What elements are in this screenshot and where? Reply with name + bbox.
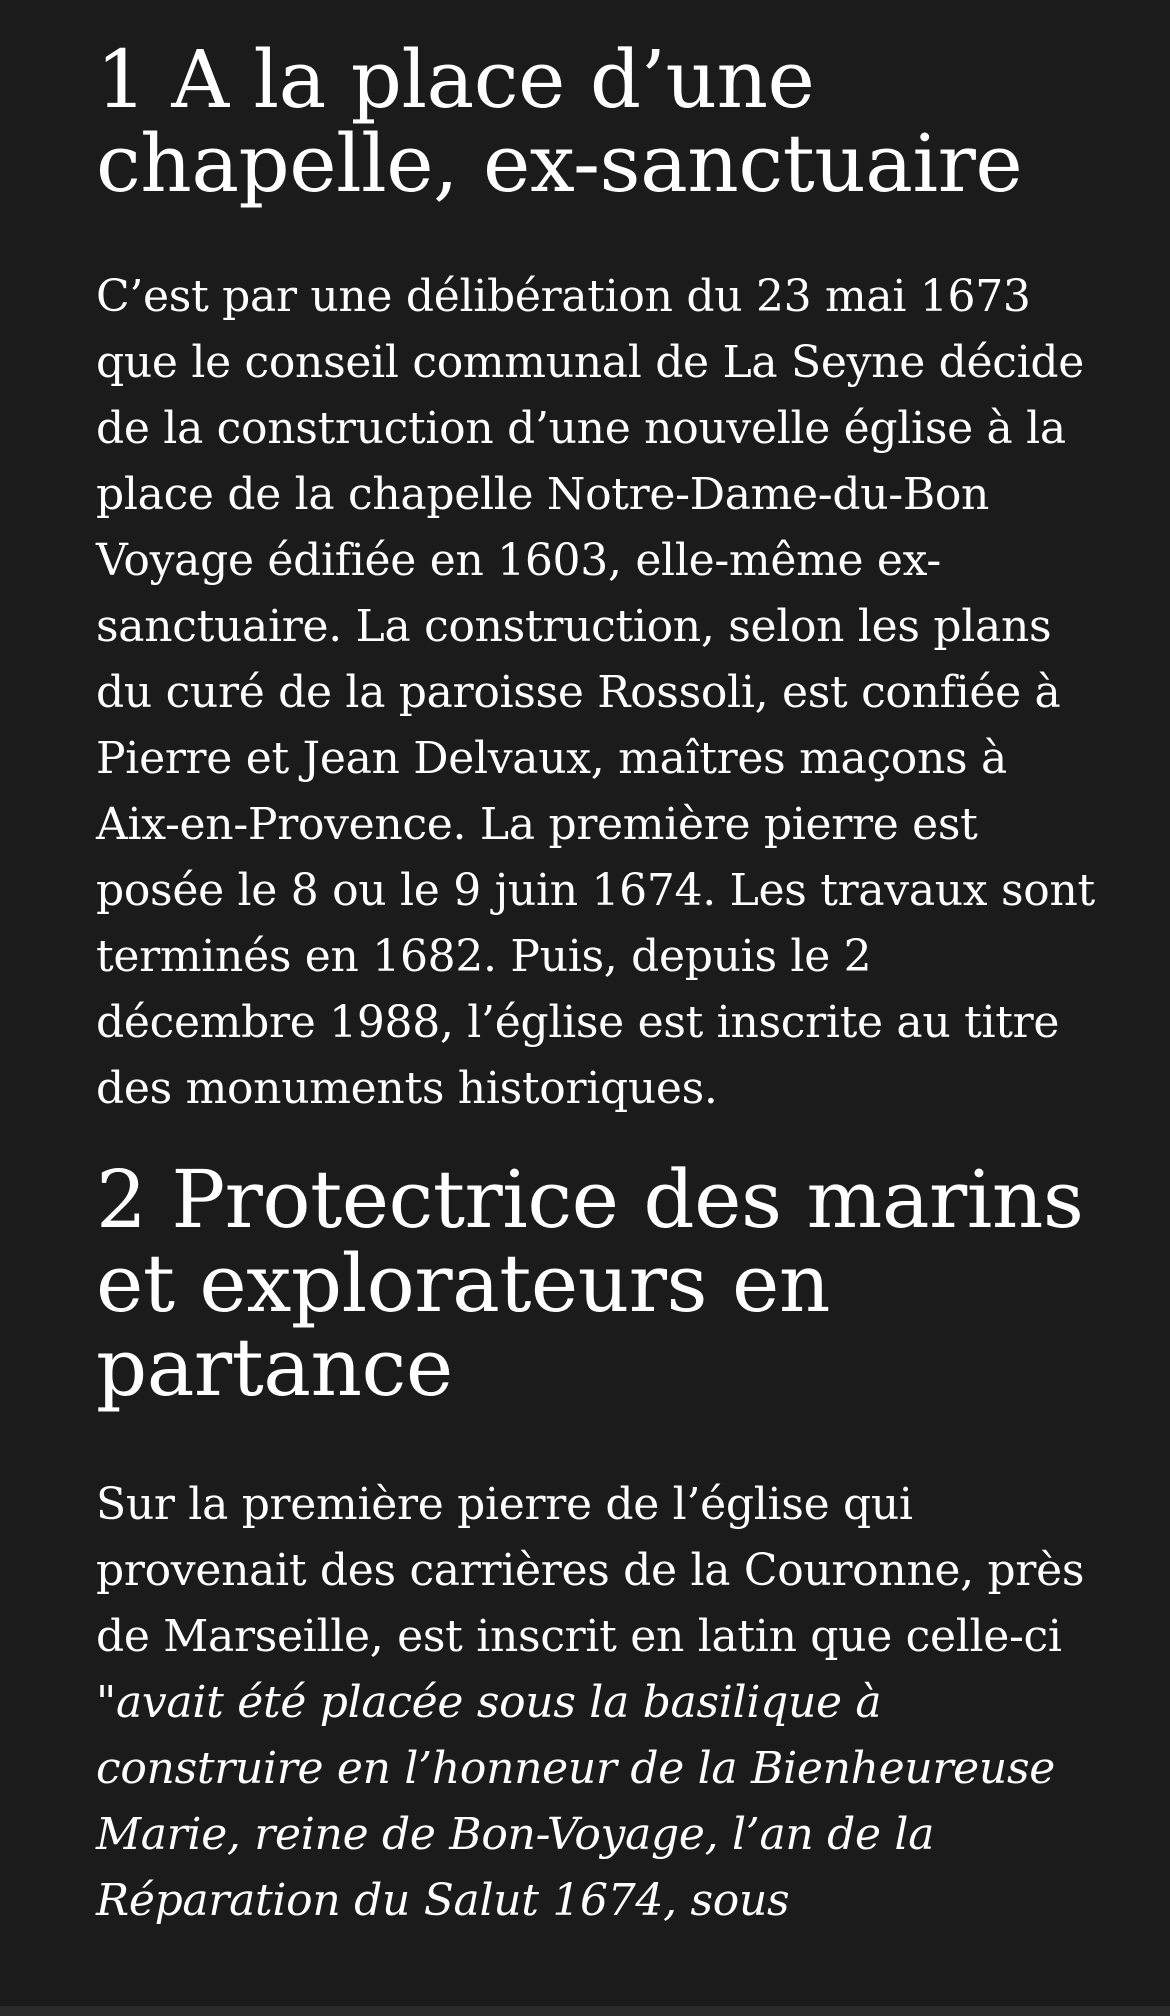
section-heading-1: 1 A la place d’une chapelle, ex-sanctuaire [96,33,1023,210]
article-content [96,32,1096,1934]
latin-inscription-quote: "avait été placée sous la basilique à construire en l’honneur de la Bienheureuse Marie, reine de Bon-Voyage, l’an de la Réparation du Salut 1674, sous [96,1677,1055,1926]
section-protectrice [96,1153,1096,1934]
section-paragraph-1: C’est par une délibération du 23 mai 1673 que le conseil communal de La Seyne décide de la construction d’une nouvelle église à la place de la chapelle Notre-Dame-du-Bon Voyage édifiée en 1603, elle-même ex-sanctuaire. La construction, selon les plans du curé de la paroisse Rossoli, est confiée à Pierre et Jean Delvaux, maîtres maçons à Aix-en-Provence. La première pierre est posée le 8 ou le 9 juin 1674. Les travaux sont terminés en 1682. Puis, depuis le 2 décembre 1988, l’église est inscrite au titre des monuments historiques. [96,271,1095,1114]
section-heading-2: 2 Protectrice des marins et explorateurs en partance [96,1153,1084,1414]
section-paragraph-2 [96,1472,1096,1934]
section-chapelle [96,33,1096,1122]
bottom-edge-bar [0,2006,1170,2016]
paragraph-intro-text: Sur la première pierre de l’église qui provenait des carrières de la Couronne, près de Marseille, est inscrit en latin que celle-ci [96,1479,1085,1662]
